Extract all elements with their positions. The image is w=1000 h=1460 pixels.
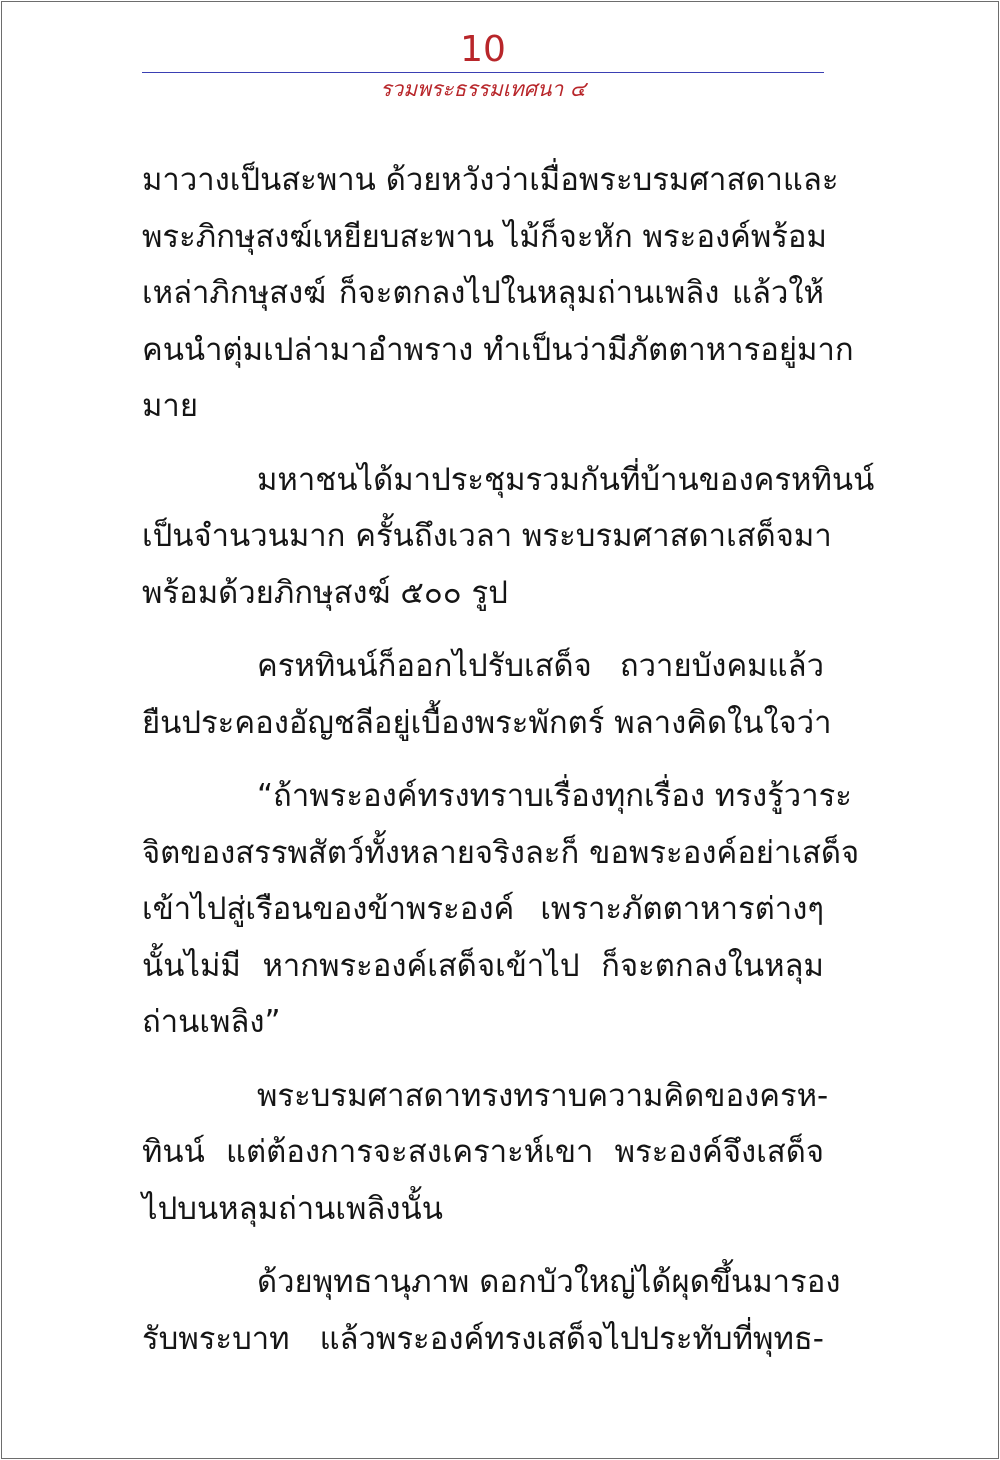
paragraph bbox=[142, 1068, 829, 1238]
page bbox=[1, 1, 999, 1459]
paragraph-gap bbox=[142, 751, 824, 768]
paragraph bbox=[142, 638, 832, 751]
text-line: ทินน์ แต่ต้องการจะสงเคราะห์เขา พระองค์จึงเสด็จ bbox=[142, 1134, 824, 1170]
paragraph bbox=[142, 452, 875, 622]
text-line: “ถ้าพระองค์ทรงทราบเรื่องทุกเรื่อง ทรงรู้วาระ bbox=[257, 778, 852, 814]
paragraph-gap bbox=[142, 1051, 824, 1068]
paragraph-gap bbox=[142, 435, 824, 452]
text-line: นั้นไม่มี หากพระองค์เสด็จเข้าไป ก็จะตกลงในหลุม bbox=[142, 947, 824, 984]
text-line: พร้อมด้วยภิกษุสงฆ์ ๕๐๐ รูป bbox=[142, 574, 508, 611]
paragraph bbox=[142, 1254, 841, 1367]
body-text bbox=[142, 152, 875, 1367]
text-line: มาวางเป็นสะพาน ด้วยหวังว่าเมื่อพระบรมศาสดาและ bbox=[142, 162, 839, 198]
text-line: พระภิกษุสงฆ์เหยียบสะพาน ไม้ก็จะหัก พระองค์พร้อม bbox=[142, 218, 827, 255]
page-number: 10 bbox=[460, 29, 506, 70]
text-line: ไปบนหลุมถ่านเพลิงนั้น bbox=[142, 1190, 443, 1227]
text-line: เข้าไปสู่เรือนของข้าพระองค์ เพราะภัตตาหารต่างๆ bbox=[142, 891, 824, 927]
text-line: เป็นจำนวนมาก ครั้นถึงเวลา พระบรมศาสดาเสด็จมา bbox=[142, 518, 832, 554]
text-line: ถ่านเพลิง” bbox=[142, 1004, 281, 1040]
text-line: ด้วยพุทธานุภาพ ดอกบัวใหญ่ได้ผุดขึ้นมารอง bbox=[257, 1264, 841, 1300]
paragraph-gap bbox=[142, 621, 824, 638]
paragraph bbox=[142, 152, 854, 435]
running-title: รวมพระธรรมเทศนา ๔ bbox=[380, 77, 586, 101]
text-line: มาย bbox=[142, 388, 199, 424]
text-line: มหาชนได้มาประชุมรวมกันที่บ้านของครหทินน์ bbox=[257, 461, 875, 498]
text-line: รับพระบาท แล้วพระองค์ทรงเสด็จไปประทับที่พุทธ- bbox=[142, 1320, 824, 1357]
text-line: จิตของสรรพสัตว์ทั้งหลายจริงละก็ ขอพระองค์อย่าเสด็จ bbox=[142, 834, 860, 871]
paragraph-gap bbox=[142, 1237, 824, 1254]
text-line: คนนำตุ่มเปล่ามาอำพราง ทำเป็นว่ามีภัตตาหารอยู่มาก bbox=[142, 331, 854, 368]
header-divider bbox=[142, 72, 824, 73]
paragraph bbox=[142, 768, 860, 1051]
text-line: เหล่าภิกษุสงฆ์ ก็จะตกลงไปในหลุมถ่านเพลิง แล้วให้ bbox=[142, 275, 824, 311]
text-line: ครหทินน์ก็ออกไปรับเสด็จ ถวายบังคมแล้ว bbox=[257, 648, 824, 684]
text-line: ยืนประคองอัญชลีอยู่เบื้องพระพักตร์ พลางคิดในใจว่า bbox=[142, 704, 832, 741]
text-line: พระบรมศาสดาทรงทราบความคิดของครห- bbox=[257, 1077, 829, 1114]
